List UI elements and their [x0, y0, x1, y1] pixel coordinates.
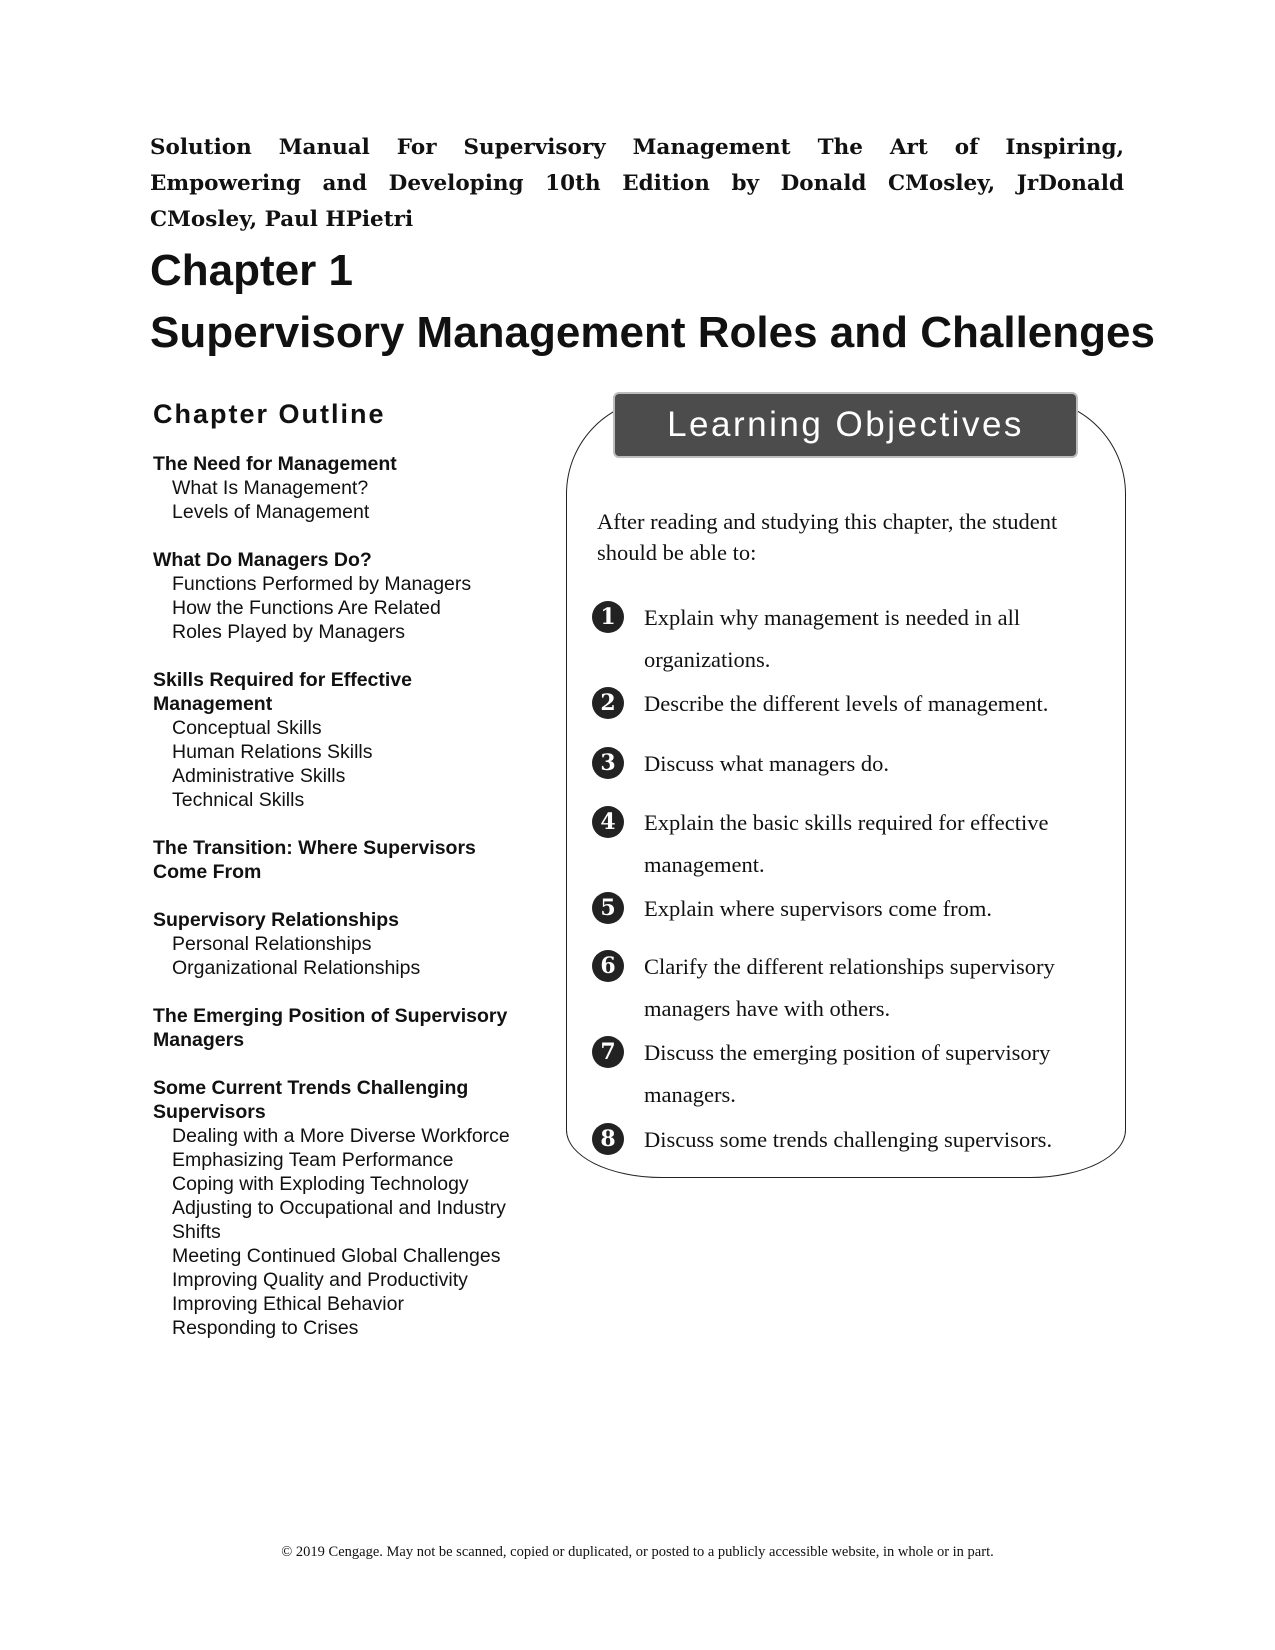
- outline-section-title: The Transition: Where Supervisors Come From: [153, 837, 476, 883]
- outline-item: Administrative Skills: [172, 765, 346, 787]
- outline-item: Personal Relationships: [172, 933, 372, 955]
- outline-section: [153, 1076, 523, 1340]
- outline-section: [153, 668, 523, 812]
- chapter-number: Chapter 1: [150, 246, 353, 295]
- number-circle-icon: 3: [592, 747, 624, 779]
- outline-item: Improving Quality and Productivity: [172, 1269, 468, 1291]
- outline-section: [153, 836, 523, 884]
- learning-objective-item: [592, 597, 1102, 681]
- outline-heading: Chapter Outline: [153, 399, 386, 429]
- learning-objectives-banner: Learning Objectives: [613, 392, 1078, 458]
- learning-objective-item: [592, 743, 1102, 785]
- copyright-footer: © 2019 Cengage. May not be scanned, copied or duplicated, or posted to a publicly accessible website, in whole or in part.: [281, 1544, 994, 1560]
- outline-item: What Is Management?: [172, 477, 369, 499]
- number-circle-icon: 6: [592, 950, 624, 982]
- learning-objective-item: [592, 946, 1102, 1030]
- learning-objective-item: [592, 683, 1102, 725]
- learning-objective-text: Explain the basic skills required for effective management.: [644, 810, 1049, 877]
- outline-item: Meeting Continued Global Challenges: [172, 1245, 501, 1267]
- outline-section: [153, 452, 523, 524]
- learning-objective-text: Describe the different levels of management.: [644, 691, 1049, 716]
- number-circle-icon: 7: [592, 1036, 624, 1068]
- learning-objective-item: [592, 802, 1102, 886]
- outline-section-title: The Need for Management: [153, 453, 397, 475]
- outline-item: Adjusting to Occupational and Industry Shifts: [172, 1197, 506, 1243]
- outline-item: Organizational Relationships: [172, 957, 421, 979]
- outline-item: Responding to Crises: [172, 1317, 359, 1339]
- outline-item: Human Relations Skills: [172, 741, 373, 763]
- number-circle-icon: 5: [592, 892, 624, 924]
- outline-item: Emphasizing Team Performance: [172, 1149, 454, 1171]
- learning-objective-text: Explain where supervisors come from.: [644, 896, 993, 921]
- number-circle-icon: 4: [592, 806, 624, 838]
- outline-item: Improving Ethical Behavior: [172, 1293, 404, 1315]
- outline-item: Dealing with a More Diverse Workforce: [172, 1125, 510, 1147]
- outline-item: Roles Played by Managers: [172, 621, 406, 643]
- learning-objective-text: Clarify the different relationships supervisory managers have with others.: [644, 954, 1055, 1021]
- outline-item: Functions Performed by Managers: [172, 573, 472, 595]
- outline-section: [153, 908, 523, 980]
- chapter-name: Supervisory Management Roles and Challenges: [150, 308, 1155, 357]
- outline-section: [153, 1004, 523, 1052]
- document-header: Solution Manual For Supervisory Management The Art of Inspiring, Empowering and Developing 10th Edition by Donald CMosley, JrDonald CMosley, Paul HPietri: [150, 135, 1124, 232]
- outline-section-title: Skills Required for Effective Management: [153, 669, 412, 715]
- chapter-outline: [153, 396, 523, 1364]
- outline-section-title: Some Current Trends Challenging Supervisors: [153, 1077, 469, 1123]
- outline-item: How the Functions Are Related: [172, 597, 441, 619]
- outline-section-title: The Emerging Position of Supervisory Managers: [153, 1005, 508, 1051]
- learning-objective-item: [592, 1032, 1102, 1116]
- number-circle-icon: 2: [592, 687, 624, 719]
- learning-objective-item: [592, 888, 1102, 930]
- outline-section-title: What Do Managers Do?: [153, 549, 372, 571]
- outline-section: [153, 548, 523, 644]
- number-circle-icon: 1: [592, 601, 624, 633]
- outline-item: Technical Skills: [172, 789, 305, 811]
- outline-item: Conceptual Skills: [172, 717, 322, 739]
- learning-objectives-intro: After reading and studying this chapter, the student should be able to:: [597, 509, 1058, 565]
- learning-objective-text: Discuss the emerging position of supervisory managers.: [644, 1040, 1051, 1107]
- learning-objective-item: [592, 1119, 1102, 1161]
- outline-item: Coping with Exploding Technology: [172, 1173, 469, 1195]
- number-circle-icon: 8: [592, 1123, 624, 1155]
- outline-item: Levels of Management: [172, 501, 370, 523]
- learning-objective-text: Explain why management is needed in all organizations.: [644, 605, 1021, 672]
- outline-section-title: Supervisory Relationships: [153, 909, 399, 931]
- learning-objective-text: Discuss some trends challenging supervisors.: [644, 1127, 1053, 1152]
- learning-objective-text: Discuss what managers do.: [644, 751, 889, 776]
- chapter-title: [150, 240, 1155, 364]
